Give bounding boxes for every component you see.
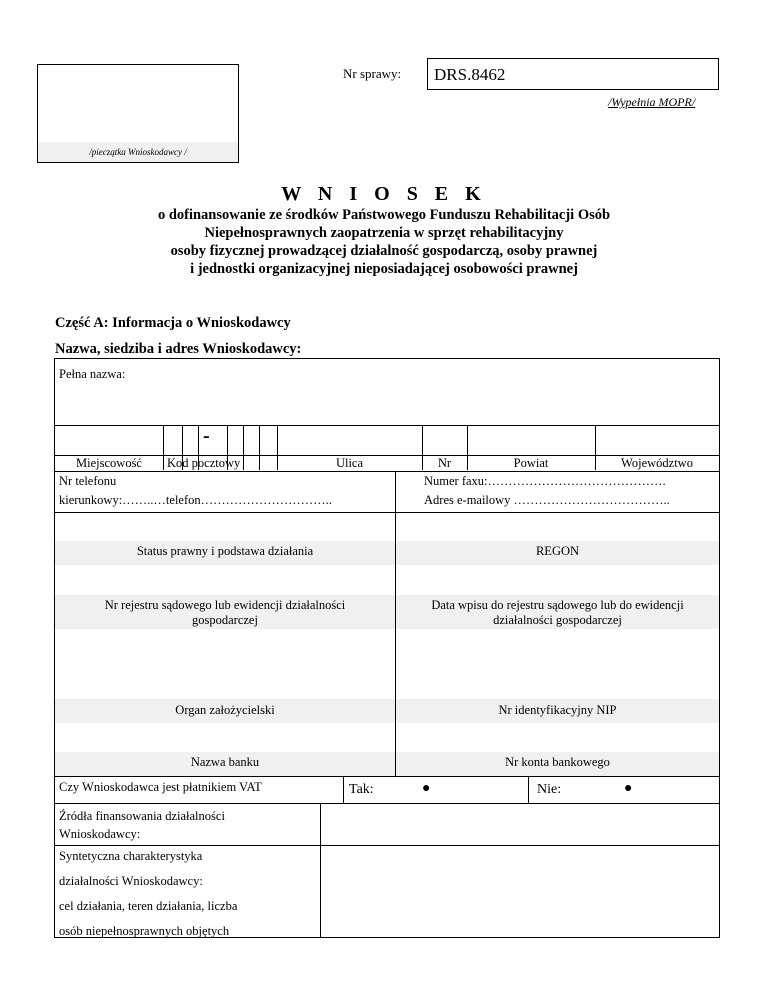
- funding-label-line1: Źródła finansowania działalności: [59, 809, 225, 823]
- subtitle-line: i jednostki organizacyjnej nieposiadającej osobowości prawnej: [190, 261, 578, 277]
- vat-yes-label: Tak:: [349, 782, 374, 797]
- nr-label: Nr: [437, 456, 452, 470]
- account-field[interactable]: [396, 723, 719, 752]
- stamp-caption: /pieczątka Wnioskodawcy /: [38, 142, 238, 162]
- postal-label: Kod pocztowy: [167, 456, 241, 470]
- bank-name-field[interactable]: [55, 723, 395, 752]
- registry-field[interactable]: [55, 565, 395, 595]
- subtitle-line: Niepełnosprawnych zaopatrzenia w sprzęt rehabilitacyjny: [204, 225, 564, 241]
- nip-field[interactable]: [396, 629, 719, 699]
- section-a-heading: Część A: Informacja o Wnioskodawcy: [55, 315, 291, 331]
- phone-field[interactable]: kierunkowy:……..…telefon…………………………..: [59, 493, 332, 507]
- case-number-field[interactable]: DRS.8462: [427, 58, 719, 90]
- case-number-label: Nr sprawy:: [343, 66, 402, 81]
- vat-no-radio[interactable]: ●: [624, 781, 633, 796]
- phone-label: Nr telefonu: [59, 474, 117, 488]
- funding-field[interactable]: [321, 803, 719, 845]
- case-number-note: /Wypełnia MOPR/: [608, 95, 696, 109]
- email-field[interactable]: Adres e-mailowy ………………………………..: [424, 493, 670, 507]
- entry-date-label-line1: Data wpisu do rejestru sądowego lub do ewidencji: [431, 598, 684, 612]
- full-name-field[interactable]: [55, 359, 719, 425]
- founding-body-field[interactable]: [55, 629, 395, 699]
- characteristics-field[interactable]: [321, 846, 719, 937]
- applicant-form: [54, 358, 720, 938]
- legal-status-field[interactable]: [55, 512, 395, 541]
- bank-name-label: Nazwa banku: [190, 755, 260, 769]
- funding-label-line2: Wnioskodawcy:: [59, 827, 141, 841]
- city-field[interactable]: [55, 425, 163, 455]
- subtitle-line: osoby fizycznej prowadzącej działalność gospodarczą, osoby prawnej: [170, 243, 598, 259]
- regon-field[interactable]: [396, 512, 719, 541]
- street-field[interactable]: [277, 425, 422, 455]
- street-label: Ulica: [335, 456, 364, 470]
- postal-dash: -: [203, 425, 210, 447]
- county-label: Powiat: [513, 456, 549, 470]
- vat-no-label: Nie:: [537, 782, 562, 797]
- regon-label: REGON: [535, 544, 580, 558]
- voivodeship-label: Województwo: [621, 456, 693, 470]
- registry-label-line2: gospodarczej: [192, 613, 258, 627]
- section-name-heading: Nazwa, siedziba i adres Wnioskodawcy:: [55, 341, 302, 357]
- full-name-label: Pełna nazwa:: [59, 367, 126, 381]
- account-label: Nr konta bankowego: [505, 755, 610, 769]
- fax-field[interactable]: Numer faxu:…………………………………….: [424, 474, 666, 488]
- document-subtitle: [80, 206, 688, 278]
- founding-body-label: Organ założycielski: [175, 703, 275, 717]
- entry-date-label-line2: działalności gospodarczej: [493, 613, 622, 627]
- characteristics-line4: osób niepełnosprawnych objętych: [59, 924, 230, 938]
- registry-label-line1: Nr rejestru sądowego lub ewidencji działalności: [104, 598, 346, 612]
- entry-date-field[interactable]: [396, 565, 719, 595]
- vat-question: Czy Wnioskodawca jest płatnikiem VAT: [59, 780, 262, 794]
- legal-status-label: Status prawny i podstawa działania: [136, 544, 314, 558]
- document-title: W N I O S E K: [281, 183, 487, 205]
- subtitle-line: o dofinansowanie ze środków Państwowego Funduszu Rehabilitacji Osób: [157, 207, 611, 223]
- vat-yes-radio[interactable]: ●: [422, 781, 431, 796]
- stamp-box: [37, 64, 239, 163]
- city-label: Miejscowość: [76, 456, 142, 470]
- nip-label: Nr identyfikacyjny NIP: [498, 703, 617, 717]
- characteristics-line3: cel działania, teren działania, liczba: [59, 899, 238, 913]
- characteristics-line1: Syntetyczna charakterystyka: [59, 849, 203, 863]
- characteristics-line2: działalności Wnioskodawcy:: [59, 874, 203, 888]
